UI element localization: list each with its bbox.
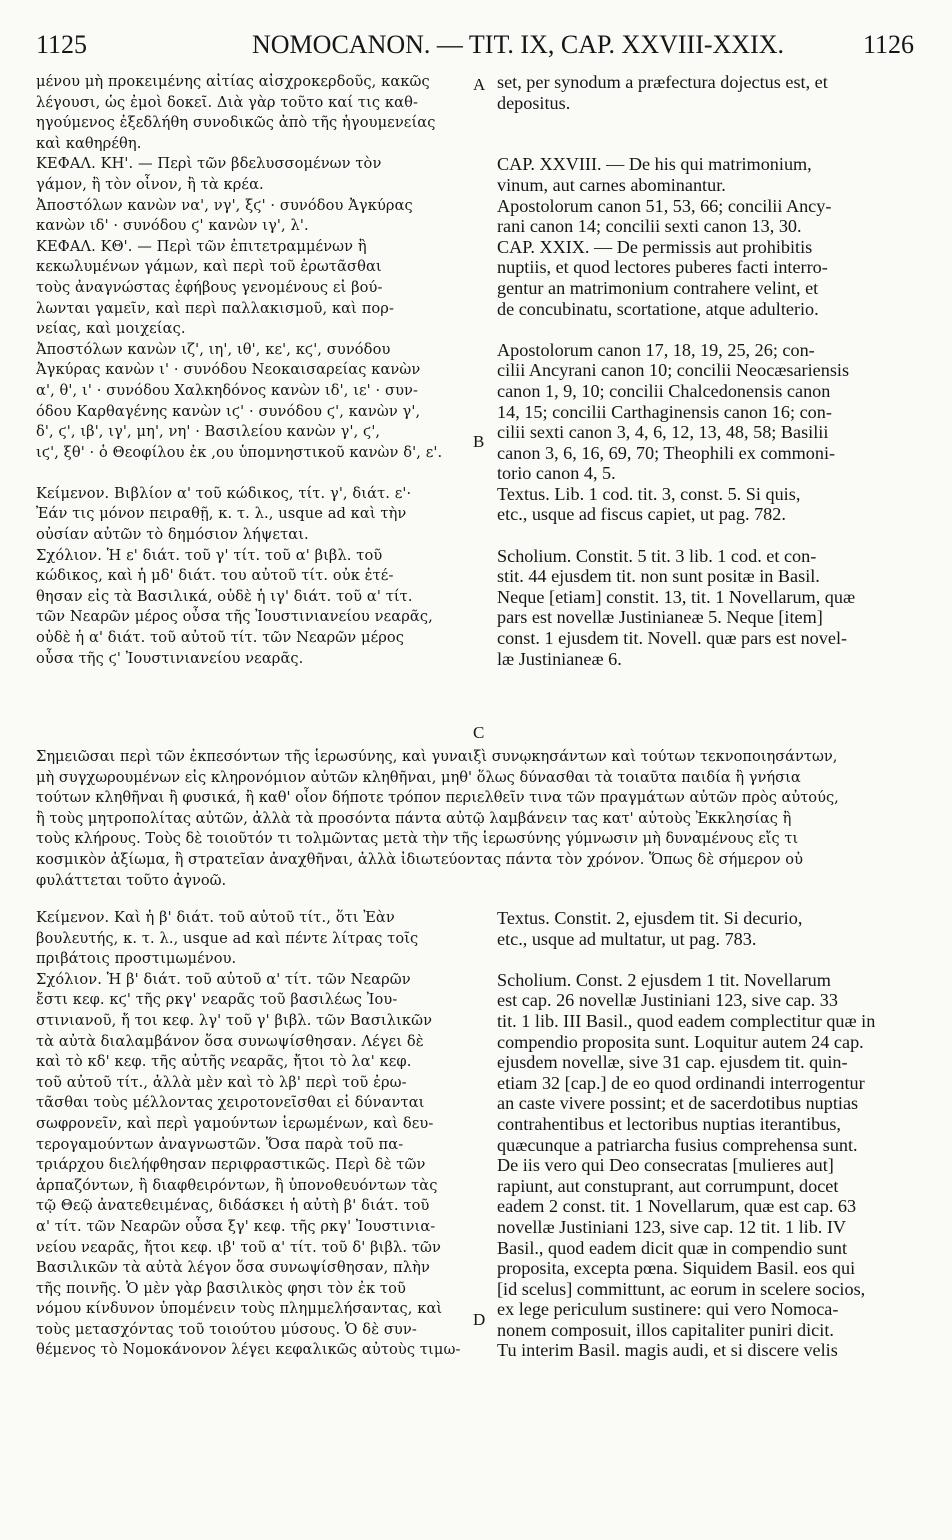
latin-column-bottom <box>497 908 915 1361</box>
text-line: vinum, aut carnes abominantur. <box>497 174 726 195</box>
text-line: Textus. Constit. 2, ejusdem tit. Si decurio, <box>497 908 803 928</box>
text-line: τούτων κληθῆναι ἢ φυσικά, ἢ καθ' οἷον δήποτε τρόπον περιελθεῖν τινα τῶν πραγμάτων αὐτῶν πρὸς αὐτούς, <box>36 789 839 807</box>
text-line: nuptiis, et quod lectores puberes facti interro- <box>497 257 828 278</box>
text-line: proposita, excepta pœna. Siquidem Basil. eos qui <box>497 1258 856 1279</box>
text-line: nonem composuit, illos capitaliter puniri dicit. <box>497 1319 834 1340</box>
text-line: compendio proposita sunt. Loquitur autem 24 cap. <box>497 1031 864 1052</box>
text-line: etc., usque ad fiscus capiet, ut pag. 782. <box>497 504 786 525</box>
text-line: οὐδὲ ἡ α' διάτ. τοῦ αὐτοῦ τίτ. τῶν Νεαρῶν μέρος <box>36 629 405 647</box>
text-line: α' τίτ. τῶν Νεαρῶν οὖσα ξγ' κεφ. τῆς ρκγ' Ἰουστινια- <box>36 1217 436 1235</box>
text-line: tit. 1 lib. III Basil., quod eadem complectitur quæ in <box>497 1010 876 1031</box>
text-line: rapiunt, aut constuprant, aut corrumpunt, docet <box>497 1175 839 1196</box>
text-line: κανὼν ιδ' · συνόδου ϛ' κανὼν ιγ', λ'. <box>36 217 309 235</box>
text-line: κεκωλυμένων γάμων, καὶ περὶ τοῦ ἐρωτᾶσθαι <box>36 258 382 276</box>
text-line: καὶ καθηρέθη. <box>36 134 142 152</box>
margin-mark-c: C <box>473 723 485 742</box>
greek-full-width-passage <box>36 747 914 891</box>
text-line: set, per synodum a præfectura dojectus est, et <box>497 72 828 92</box>
text-line: pars est novellæ Justinianeæ 5. Neque [item] <box>497 607 823 628</box>
text-line: ΚΕΦΑΛ. ΚΗ'. — Περὶ τῶν βδελυσσομένων τὸν <box>36 155 382 173</box>
text-line <box>497 319 915 340</box>
text-line: τᾶσθαι τοὺς μέλλοντας χειροτονεῖσθαι εἰ δύνανται <box>36 1094 425 1112</box>
text-line: Tu interim Basil. magis audi, et si discere velis <box>497 1340 838 1361</box>
text-line <box>36 463 484 484</box>
margin-mark-a: A <box>473 75 486 94</box>
text-line: ex lege periculum sustinere: qui vero Nomoca- <box>497 1299 839 1320</box>
text-line: etiam 32 [cap.] de eo quod ordinandi interrogentur <box>497 1072 865 1093</box>
text-line: etc., usque ad multatur, ut pag. 783. <box>497 928 757 949</box>
text-line <box>497 113 915 134</box>
text-line: CAP. XXIX. — De permissis aut prohibitis <box>497 236 813 257</box>
text-line: ηγούμενος ἐξεδλήθη συνοδικῶς ἀπὸ τῆς ἡγουμενείας <box>36 114 436 132</box>
text-line: κοσμικὸν ἀξίωμα, ἢ στρατεῖαν ἀναχθῆναι, ἀλλὰ ἰδιωτεύοντας πάντα τὸν χρόνον. Ὅπως δὲ σήμερον οὐ <box>36 850 803 868</box>
text-line <box>497 949 915 970</box>
text-line: cilii sexti canon 3, 4, 6, 12, 13, 48, 58; Basilii <box>497 422 829 443</box>
text-line: Neque [etiam] constit. 13, tit. 1 Novellarum, quæ <box>497 586 856 607</box>
latin-column-top <box>497 72 915 669</box>
text-line: νόμου κίνδυνον ὑπομένειν τοὺς πλημμελήσαντας, καὶ <box>36 1300 443 1318</box>
margin-mark-d: D <box>473 1310 486 1329</box>
text-line: contrahentibus et lectoribus nuptias iterantibus, <box>497 1113 841 1134</box>
text-line: De iis vero qui Deo consecratas [mulieres aut] <box>497 1155 834 1176</box>
text-line: θέμενος τὸ Νομοκάνονον λέγει κεφαλικῶς αὐτοὺς τιμω- <box>36 1341 461 1359</box>
text-line: Ἐάν τις μόνον πειραθῇ, κ. τ. λ., usque ad καὶ τὴν <box>36 505 407 523</box>
text-line: ἢ τοὺς μητροπολίτας αὐτῶν, ἀλλὰ τὰ προσόντα πάντα αὐτῷ λαμβάνειν τας κατ' αὐτοὺς Ἐκκλησίας ἢ <box>36 809 792 827</box>
text-line: τριάρχου διελήφθησαν περιφραστικῶς. Περὶ δὲ τῶν <box>36 1156 426 1174</box>
header-title: NOMOCANON. — TIT. IX, CAP. XXVIII-XXIX. <box>252 30 784 59</box>
text-line: Textus. Lib. 1 cod. tit. 3, const. 5. Si quis, <box>497 483 801 504</box>
text-line: τῆς ποινῆς. Ὁ μὲν γὰρ βασιλικὸς φησι τὸν ἐκ τοῦ <box>36 1279 406 1297</box>
text-line: Scholium. Constit. 5 tit. 3 lib. 1 cod. et con- <box>497 545 817 566</box>
text-line: Σημειῶσαι περὶ τῶν ἐκπεσόντων τῆς ἱερωσύνης, καὶ γυναιξὶ συνῳκησάντων καὶ τούτων τεκνοποιησάντων, <box>36 748 838 765</box>
text-line: τοὺς ἀναγνώστας ἐφήβους γενομένους εἰ βού- <box>36 278 383 296</box>
text-line: læ Justinianeæ 6. <box>497 648 622 669</box>
text-line: novellæ Justiniani 123, sive cap. 12 tit. 1 lib. IV <box>497 1216 847 1237</box>
text-line: α', θ', ι' · συνόδου Χαλκηδόνος κανὼν ιδ', ιε' · συν- <box>36 381 419 399</box>
text-line: τοῦ αὐτοῦ τίτ., ἀλλὰ μὲν καὶ τὸ λβ' περὶ τοῦ ἐρω- <box>36 1073 407 1091</box>
text-line: τερογαμούντων ἀναγνωστῶν. Ὅσα παρὰ τοῦ πα- <box>36 1135 404 1153</box>
text-line: μένου μὴ προκειμένης αἰτίας αἰσχροκερδοῦς, κακῶς <box>36 73 430 90</box>
text-line: δ', ϛ', ιβ', ιγ', μη', νη' · Βασιλείου κανὼν γ', ϛ', <box>36 423 381 441</box>
text-line: σωφρονεῖν, καὶ περὶ γαμούντων ἱερωμένων, καὶ δευ- <box>36 1114 434 1132</box>
text-line: Basil., quod eadem dicit quæ in compendio sunt <box>497 1237 848 1258</box>
text-line: θησαν εἰς τὰ Βασιλικά, οὐδὲ ἡ ιγ' διάτ. τοῦ α' τίτ. <box>36 587 413 605</box>
text-line: ΚΕΦΑΛ. ΚΘ'. — Περὶ τῶν ἐπιτετραμμένων ἢ <box>36 237 367 255</box>
text-line: Apostolorum canon 17, 18, 19, 25, 26; con- <box>497 339 815 360</box>
text-line: const. 1 ejusdem tit. Novell. quæ pars est novel- <box>497 628 848 649</box>
text-line: Apostolorum canon 51, 53, 66; concilii Ancy- <box>497 195 832 216</box>
text-line: τῶν Νεαρῶν μέρος οὖσα τῆς Ἰουστινιανείου νεαρᾶς, <box>36 608 433 626</box>
text-line: quæcunque a patriarcha fusius comprehensa sunt. <box>497 1134 858 1155</box>
text-line: τοὺς μετασχόντας τοῦ τοιούτου μύσους. Ὁ δὲ συν- <box>36 1320 417 1338</box>
text-line: depositus. <box>497 92 571 113</box>
text-line: μὴ συγχωρουμένων εἰς κληρονόμιον αὐτῶν κληθῆναι, μηθ' ὅλως δύνασθαι τὰ τοιαῦτα παιδία ἢ γνήσια <box>36 768 801 786</box>
running-header <box>36 30 914 70</box>
text-line: ιϛ', ξθ' · ὁ Θεοφίλου ἐκ ,ου ὑπομνηστικοῦ κανὼν δ', ε'. <box>36 443 443 461</box>
text-line: ἁρπαζόντων, ἢ διαφθειρόντων, ἢ ὑπονοθευόντων τὰς <box>36 1176 438 1194</box>
text-line: όδου Καρθαγένης κανὼν ιϛ' · συνόδου ϛ', κανὼν γ', <box>36 402 421 420</box>
text-line: Ἀγκύρας κανὼν ι' · συνόδου Νεοκαισαρείας κανὼν <box>36 361 421 379</box>
text-line: Σχόλιον. Ἡ β' διάτ. τοῦ αὐτοῦ α' τίτ. τῶν Νεαρῶν <box>36 970 411 988</box>
text-line: τοὺς κλήρους. Τοὺς δὲ τοιοῦτόν τι τολμῶντας μετὰ τὴν τῆς ἱερωσύνης γύμνωσιν μὴ δυναμένους εἴς τι <box>36 830 799 848</box>
text-line: οὖσα τῆς ϛ' Ἰουστινιανείου νεαρᾶς. <box>36 649 304 667</box>
text-line: canon 3, 6, 16, 69, 70; Theophili ex commoni- <box>497 442 836 463</box>
text-line: an caste vivere possint; et de sacerdotibus nuptias <box>497 1093 859 1114</box>
text-line: κώδικος, καὶ ἡ μδ' διάτ. του αὐτοῦ τίτ. οὐκ ἐτέ- <box>36 567 394 585</box>
text-line: Βασιλικῶν τὰ αὐτὰ λέγον ὅσα συνωψίσθησαν, πλὴν <box>36 1259 430 1277</box>
text-line: πριβάτοις προστιμωμένου. <box>36 950 237 968</box>
text-line: τῷ Θεῷ ἀνατεθειμένας, διδάσκει ἡ αὐτὴ β' διάτ. τοῦ <box>36 1197 430 1215</box>
text-line: eadem 2 const. tit. 1 Novellarum, quæ est cap. 63 <box>497 1196 857 1217</box>
text-line: Κείμενον. Καὶ ἡ β' διάτ. τοῦ αὐτοῦ τίτ., ὅτι Ἐὰν <box>36 909 395 926</box>
text-line: καὶ τὸ κδ' κεφ. τῆς αὐτῆς νεαρᾶς, ἤτοι τὸ λα' κεφ. <box>36 1053 412 1071</box>
greek-column-top <box>36 72 484 669</box>
text-line: ejusdem novellæ, sive 31 cap. ejusdem tit. quin- <box>497 1052 848 1073</box>
left-page-number: 1125 <box>36 30 88 59</box>
text-line: Ἀποστόλων κανὼν να', νγ', ξϛ' · συνόδου Ἀγκύρας <box>36 196 413 214</box>
text-line: Σχόλιον. Ἡ ε' διάτ. τοῦ γ' τίτ. τοῦ α' βιβλ. τοῦ <box>36 546 383 564</box>
text-line: 14, 15; concilii Carthaginensis canon 16; con- <box>497 401 832 422</box>
text-line: Κείμενον. Βιβλίον α' τοῦ κώδικος, τίτ. γ', διάτ. ε'· <box>36 484 412 502</box>
text-line: στινιανοῦ, ἤ τοι κεφ. λγ' τοῦ γ' βιβλ. τῶν Βασιλικῶν <box>36 1011 433 1029</box>
greek-column-bottom <box>36 908 484 1361</box>
text-line: βουλευτής, κ. τ. λ., usque ad καὶ πέντε λίτρας τοῖς <box>36 929 419 947</box>
text-line: rani canon 14; concilii sexti canon 13, 30. <box>497 216 802 237</box>
text-line: νείου νεαρᾶς, ἤτοι κεφ. ιβ' τοῦ α' τίτ. τοῦ δ' βιβλ. τῶν <box>36 1238 441 1256</box>
text-line: est cap. 26 novellæ Justiniani 123, sive cap. 33 <box>497 990 838 1011</box>
text-line: ἔστι κεφ. κϛ' τῆς ρκγ' νεαρᾶς τοῦ βασιλέως Ἰου- <box>36 991 398 1009</box>
text-line <box>497 134 915 155</box>
text-line: Scholium. Const. 2 ejusdem 1 tit. Novellarum <box>497 969 831 990</box>
text-line: φυλάττεται τοῦτο ἀγνοῶ. <box>36 871 227 889</box>
text-line: de concubinatu, scortatione, atque adulterio. <box>497 298 819 319</box>
text-line: οὐσίαν αὐτῶν τὸ δημόσιον λήψεται. <box>36 526 309 544</box>
text-line: τὰ αὐτὰ διαλαμβάνον ὅσα συνωψίσθησαν. Λέγει δὲ <box>36 1032 424 1050</box>
right-page-number: 1126 <box>862 30 914 59</box>
text-line: νείας, καὶ μοιχείας. <box>36 320 186 338</box>
text-line <box>497 525 915 546</box>
text-line: CAP. XXVIII. — De his qui matrimonium, <box>497 154 812 175</box>
text-line: stit. 44 ejusdem tit. non sunt positæ in Basil. <box>497 566 820 587</box>
text-line: [id scelus] committunt, ac eorum in scelere socios, <box>497 1278 866 1299</box>
text-line: Ἀποστόλων κανὼν ιζ', ιη', ιθ', κε', κϛ', συνόδου <box>36 340 391 358</box>
text-line: λωνται γαμεῖν, καὶ περὶ παλλακισμοῦ, καὶ πορ- <box>36 299 394 317</box>
text-line: gentur an matrimonium contrahere velint, et <box>497 277 819 298</box>
margin-mark-b: B <box>473 432 485 451</box>
text-line: λέγουσι, ὡς ἐμοὶ δοκεῖ. Διὰ γὰρ τοῦτο καί τις καθ- <box>36 93 418 111</box>
text-line: cilii Ancyrani canon 10; concilii Neocæsariensis <box>497 360 850 381</box>
text-line: γάμον, ἢ τὸν οἶνον, ἢ τὰ κρέα. <box>36 175 264 193</box>
text-line: canon 1, 9, 10; concilii Chalcedonensis canon <box>497 380 831 401</box>
text-line: torio canon 4, 5. <box>497 463 616 484</box>
